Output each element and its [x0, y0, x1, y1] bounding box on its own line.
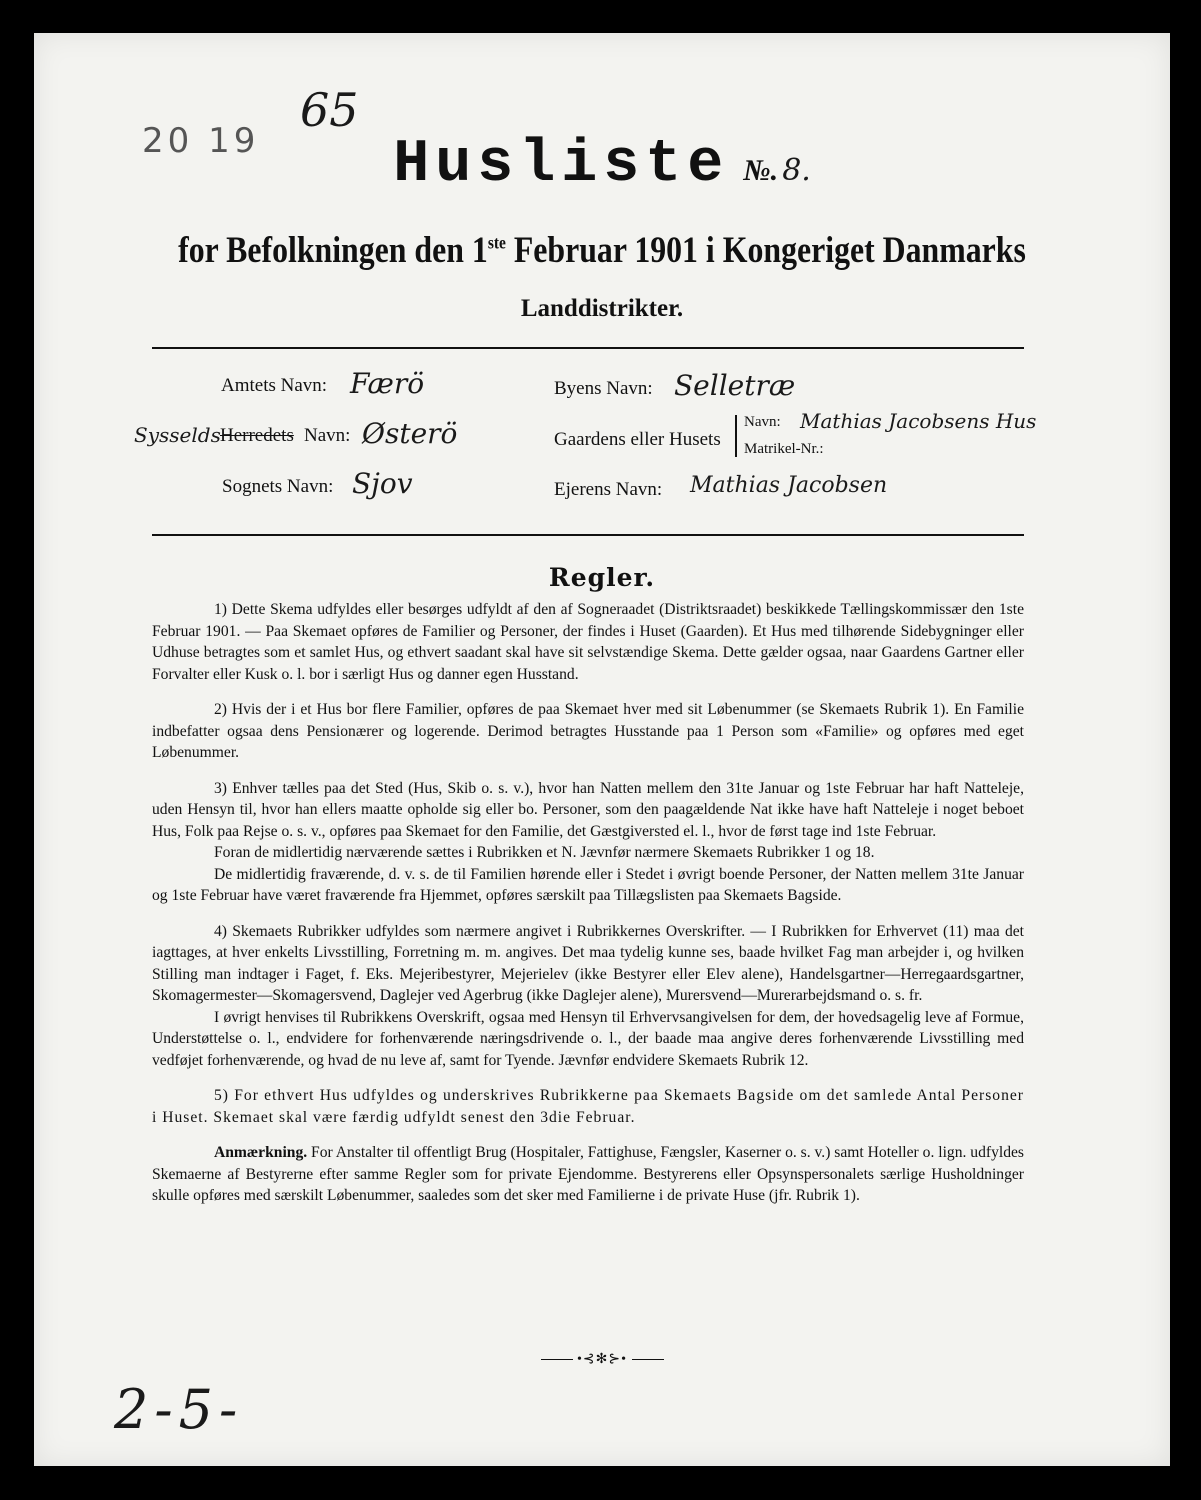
herred-value: Østerö — [362, 417, 458, 450]
ink-archive-note: 65 — [300, 83, 359, 137]
bottom-handwritten-note: 2-5- — [114, 1378, 244, 1441]
rule-4-more: I øvrigt henvises til Rubrikkens Overskrift, ogsaa med Hensyn til Erhvervsangivelsen for dem, der hovedsagelig leve af Formue, Understøttelse o. l., endvidere for forhenværende næringsdrivende o. l., der baade maa angive deres forhenværende Livsstilling med vedføjet forhenværende, og hvad de nu leve af, samt for Tyende. Jævnfør endvidere Skemaets Rubrik 12. — [152, 1008, 1024, 1069]
note — [152, 1142, 1024, 1207]
by-value: Selletræ — [674, 369, 796, 402]
note-text: For Anstalter til offentligt Brug (Hospitaler, Fattighuse, Fængsler, Kaserner o. s. v.) samt Hoteller o. lign. udfyldes Skemaerne af Bestyrerne efter samme Regler som for private Ejendomme. Bestyrerens eller Opsynspersonalets særlige Husholdninger skulle opføres med særskilt Løbenummer, saaledes som det sker med Familierne i de private Huse (jfr. Rubrik 1). — [152, 1144, 1024, 1204]
rules-body — [152, 599, 1024, 1221]
form-subtitle — [114, 229, 1091, 272]
title-text: Husliste — [393, 131, 730, 199]
navn-label: Navn: — [744, 414, 781, 430]
number-label: №. — [743, 154, 779, 187]
rule-1: 1) Dette Skema udfyldes eller besørges udfyldt af den af Sogneraadet (Distriktsraadet) beskikkede Tællingskommissær den 1ste Februar 1901. — Paa Skemaet opføres de Familier og Personer, der findes i Huset (Gaarden). Et Hus med tilhørende Sidebygninger eller Udhuse betragtes som et samlet Hus, og ethvert saadant skal have sit selvstændige Skema. Dette gælder ogsaa, naar Gaardens Gartner eller Forvalter eller Kusk o. l. bor i særligt Hus og danner egen Husstand. — [152, 601, 1024, 683]
ornament-divider — [34, 1351, 1170, 1368]
herred-label-struck: Herredets — [220, 425, 294, 446]
subtitle-pre: for Befolkningen den 1 — [178, 230, 488, 271]
herred-label: Navn: — [304, 425, 351, 446]
ornament-glyph: •⊰✻⊱• — [577, 1352, 627, 1367]
sogn-label: Sognets Navn: — [222, 476, 334, 497]
matrikel-label: Matrikel-Nr.: — [744, 441, 824, 457]
sogn-value: Sjov — [352, 467, 413, 500]
by-label: Byens Navn: — [554, 378, 653, 399]
ornament-line-left — [541, 1359, 573, 1360]
bracket-line — [735, 415, 737, 457]
rule-3: 3) Enhver tælles paa det Sted (Hus, Skib o. s. v.), hvor han Natten mellem den 31te Januar og 1ste Februar har haft Natteleje, uden Hensyn til, hvor han ellers maatte opholde sig eller bo. Personer, som den paagældende Nat ikke have haft Natteleje i noget beboet Hus, Folk paa Rejse o. s. v., opføres paa Skemaet for den Familie, det Gæstgiversted el. l., hvor de først tage ind 1ste Februar. — [152, 779, 1024, 840]
rule-2: 2) Hvis der i et Hus bor flere Familier, opføres de paa Skemaet hver med sit Løbenummer (se Skemaets Rubrik 1). En Familie indbefatter ogsaa dens Pensionærer og logerende. Derimod betragtes Husstande paa 1 Person som «Familie» og opføres med eget Løbenummer. — [152, 701, 1024, 761]
sysselds-handwritten: Sysselds — [134, 423, 221, 447]
rules-heading: Regler. — [548, 563, 656, 592]
rule-5: 5) For ethvert Hus udfyldes og underskrives Rubrikkerne paa Skemaets Bagside om det samlede Antal Personer i Huset. Skemaet skal være færdig udfyldt senest den 3die Februar. — [152, 1087, 1024, 1126]
ejer-label: Ejerens Navn: — [554, 479, 663, 500]
rule-3-absent: De midlertidig fraværende, d. v. s. de til Familien hørende eller i Stedet i øvrigt boende Personer, der Natten mellem 31te Januar og 1ste Februar have været fraværende fra Hjemmet, opføres særskilt paa Tillægslisten paa Skemaets Bagside. — [152, 865, 1024, 904]
district-type: Landdistrikter. — [520, 295, 684, 322]
ejer-value: Mathias Jacobsen — [690, 473, 888, 498]
bottom-divider — [152, 534, 1024, 536]
note-label: Anmærkning. — [214, 1144, 308, 1161]
form-title — [34, 131, 1170, 199]
ornament-line-right — [632, 1359, 664, 1360]
navn-value: Mathias Jacobsens Hus — [800, 409, 1037, 433]
rule-3-n: Foran de midlertidig nærværende sættes i Rubrikken et N. Jævnfør nærmere Skemaets Rubrikker 1 og 18. — [214, 844, 875, 861]
amt-label: Amtets Navn: — [221, 375, 328, 396]
census-form-page — [34, 33, 1170, 1466]
rule-4: 4) Skemaets Rubrikker udfyldes som nærmere angivet i Rubrikkernes Overskrifter. — I Rubrikken for Erhvervet (11) maa det iagttages, at hver enkelts Livsstilling, Forretning m. m. angives. Det maa tydelig kunne ses, baade hvilket Fag man arbejder i, og hvilken Stilling man indtager i Faget, f. Eks. Mejeribestyrer, Mejerielev (ikke Bestyrer eller Elev alene), Handelsgartner—Herregaardsgartner, Skomagermester—Skomagersvend, Daglejer ved Agerbrug (ikke Daglejer alene), Murersvend—Murerarbejdsmand o. s. fr. — [152, 922, 1024, 1004]
top-divider — [152, 347, 1024, 349]
subtitle-post: Februar 1901 i Kongeriget Danmarks — [505, 230, 1026, 271]
pencil-archive-note: 20 19 — [142, 121, 260, 161]
gaard-label: Gaardens eller Husets — [554, 429, 721, 450]
house-number-value: 8. — [782, 153, 811, 188]
amt-value: Færö — [350, 367, 425, 400]
subtitle-sup: ste — [487, 232, 506, 253]
